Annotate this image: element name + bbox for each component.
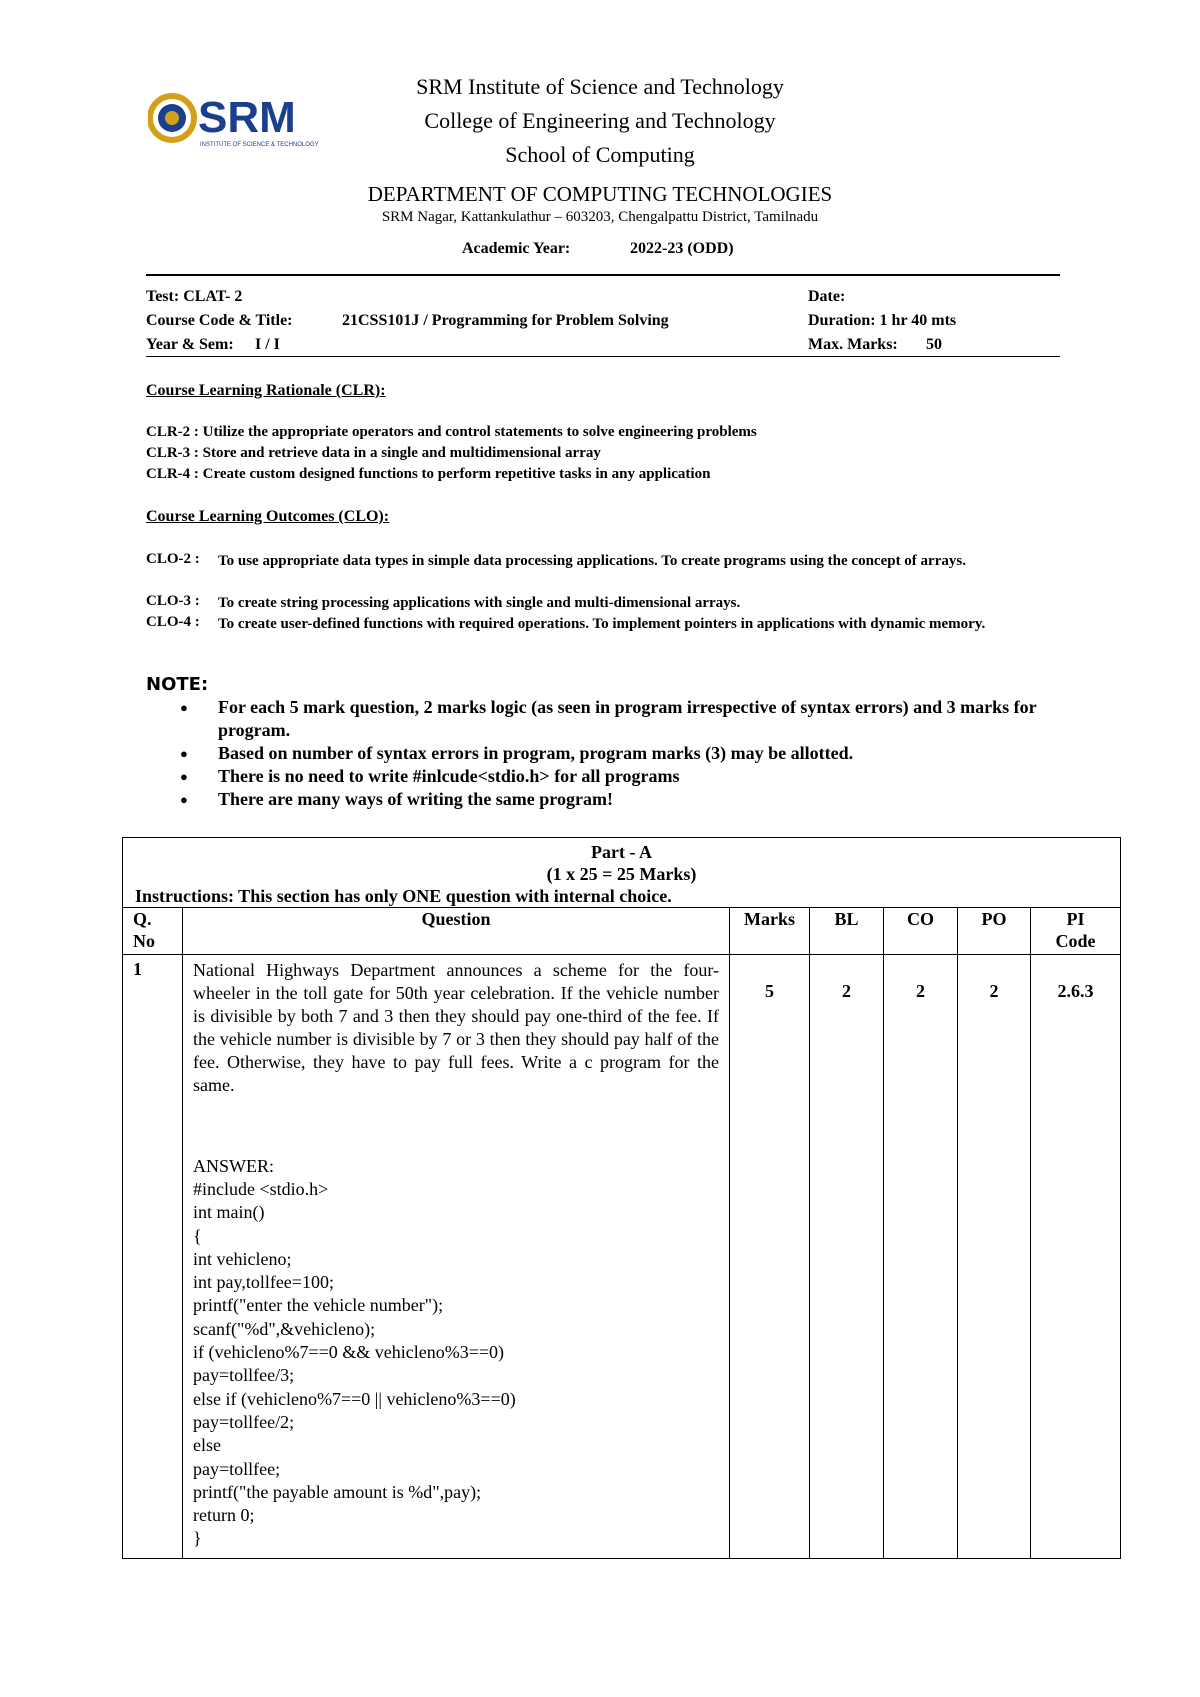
year-sem-value: I / I <box>255 336 280 353</box>
marks-value: 5 <box>730 955 810 1559</box>
question-number: 1 <box>123 955 183 1559</box>
question-cell <box>183 955 730 1559</box>
code-line: pay=tollfee/3; <box>193 1365 295 1386</box>
header-co: CO <box>884 908 958 955</box>
question-table <box>122 837 1121 1559</box>
clr-item: CLR-2 : Utilize the appropriate operators and control statements to solve engineering problems <box>146 424 757 440</box>
code-line: printf("enter the vehicle number"); <box>193 1295 444 1316</box>
note-item <box>180 742 1060 765</box>
part-header <box>123 838 1121 908</box>
clr-item: CLR-3 : Store and retrieve data in a single and multidimensional array <box>146 445 601 461</box>
note-text: Based on number of syntax errors in program, program marks (3) may be allotted. <box>218 743 854 763</box>
academic-year-label: Academic Year: <box>462 240 571 257</box>
part-instructions: Instructions: This section has only ONE question with internal choice. <box>135 886 672 906</box>
code-line: #include <stdio.h> <box>193 1179 329 1199</box>
clr-item: CLR-4 : Create custom designed functions to perform repetitive tasks in any application <box>146 466 711 482</box>
note-item <box>180 788 1060 811</box>
pi-code-value: 2.6.3 <box>1031 955 1121 1559</box>
clo-code: CLO-4 : <box>146 614 200 630</box>
school-name: School of Computing <box>505 142 695 167</box>
table-row <box>123 955 1121 1559</box>
note-text: There are many ways of writing the same program! <box>218 789 613 809</box>
code-line: } <box>193 1528 202 1549</box>
info-divider <box>146 356 1060 357</box>
header-divider <box>146 274 1060 276</box>
course-value: 21CSS101J / Programming for Problem Solving <box>342 312 669 329</box>
note-text: There is no need to write #inlcude<stdio.h> for all programs <box>218 766 680 786</box>
header-qno: Q. No <box>123 908 183 955</box>
max-marks-value: 50 <box>926 336 942 353</box>
answer-code <box>193 1178 719 1551</box>
address: SRM Nagar, Kattankulathur – 603203, Chengalpattu District, Tamilnadu <box>381 209 819 225</box>
header-question: Question <box>183 908 730 955</box>
clo-text: To use appropriate data types in simple data processing applications. To create programs using the concept of arrays. <box>218 553 966 569</box>
academic-year-value: 2022-23 (ODD) <box>630 240 734 257</box>
max-marks-label: Max. Marks: <box>808 336 898 353</box>
code-line: int vehicleno; <box>193 1248 292 1269</box>
code-line: else if (vehicleno%7==0 || vehicleno%3==0) <box>193 1388 516 1409</box>
code-line: printf("the payable amount is %d",pay); <box>193 1481 482 1502</box>
department-name: DEPARTMENT OF COMPUTING TECHNOLOGIES <box>367 182 833 206</box>
code-line: return 0; <box>193 1505 255 1526</box>
duration: Duration: 1 hr 40 mts <box>808 312 957 329</box>
code-line: int pay,tollfee=100; <box>193 1272 334 1293</box>
code-line: pay=tollfee; <box>193 1458 281 1479</box>
clr-title: Course Learning Rationale (CLR): <box>146 382 386 399</box>
note-item <box>180 696 1060 742</box>
code-line: if (vehicleno%7==0 && vehicleno%3==0) <box>193 1342 505 1363</box>
question-text: National Highways Department announces a scheme for the four-wheeler in the toll gate for 50th year celebration. If the vehicle number is divisible by both 7 and 3 then they should pay one-third of the fee. If the vehicle number is divisible by 7 or 3 then they should pay half of the fee. Otherwise, they have to pay full fees. Write a c program for the same. <box>193 960 719 1095</box>
year-sem-label: Year & Sem: <box>146 336 234 353</box>
clo-text: To create user-defined functions with required operations. To implement pointers in applications with dynamic memory. <box>218 616 986 632</box>
note-text: For each 5 mark question, 2 marks logic (as seen in program irrespective of syntax errors) and 3 marks for program. <box>218 697 1037 740</box>
clo-title: Course Learning Outcomes (CLO): <box>146 508 390 525</box>
header-pi-code: PI Code <box>1031 908 1121 955</box>
note-list <box>180 696 1060 811</box>
header-marks: Marks <box>730 908 810 955</box>
code-line: int main() <box>193 1202 265 1223</box>
code-line: else <box>193 1435 221 1456</box>
college-name: College of Engineering and Technology <box>424 108 776 133</box>
logo-text: SRM <box>198 93 296 142</box>
date-label: Date: <box>808 288 846 305</box>
table-header-row <box>123 908 1121 955</box>
part-title: Part - A <box>591 842 652 862</box>
test-name: Test: CLAT- 2 <box>146 288 243 305</box>
header-po: PO <box>958 908 1031 955</box>
institute-name: SRM Institute of Science and Technology <box>416 74 784 99</box>
bullet-icon: ● <box>180 746 188 761</box>
answer-label: ANSWER: <box>193 1156 274 1176</box>
code-line: scanf("%d",&vehicleno); <box>193 1318 376 1339</box>
co-value: 2 <box>884 955 958 1559</box>
note-item <box>180 765 1060 788</box>
clo-code: CLO-3 : <box>146 593 200 609</box>
code-line: { <box>193 1225 202 1246</box>
bullet-icon: ● <box>180 792 188 807</box>
header-bl: BL <box>810 908 884 955</box>
part-marks: (1 x 25 = 25 Marks) <box>546 864 697 884</box>
clo-text: To create string processing applications with single and multi-dimensional arrays. <box>218 595 741 611</box>
bullet-icon: ● <box>180 700 188 715</box>
logo-subtext: INSTITUTE OF SCIENCE & TECHNOLOGY <box>200 142 319 148</box>
course-label: Course Code & Title: <box>146 312 293 329</box>
clo-code: CLO-2 : <box>146 551 200 567</box>
code-line: pay=tollfee/2; <box>193 1411 295 1432</box>
bl-value: 2 <box>810 955 884 1559</box>
bullet-icon: ● <box>180 769 188 784</box>
po-value: 2 <box>958 955 1031 1559</box>
note-title: NOTE: <box>146 674 209 695</box>
